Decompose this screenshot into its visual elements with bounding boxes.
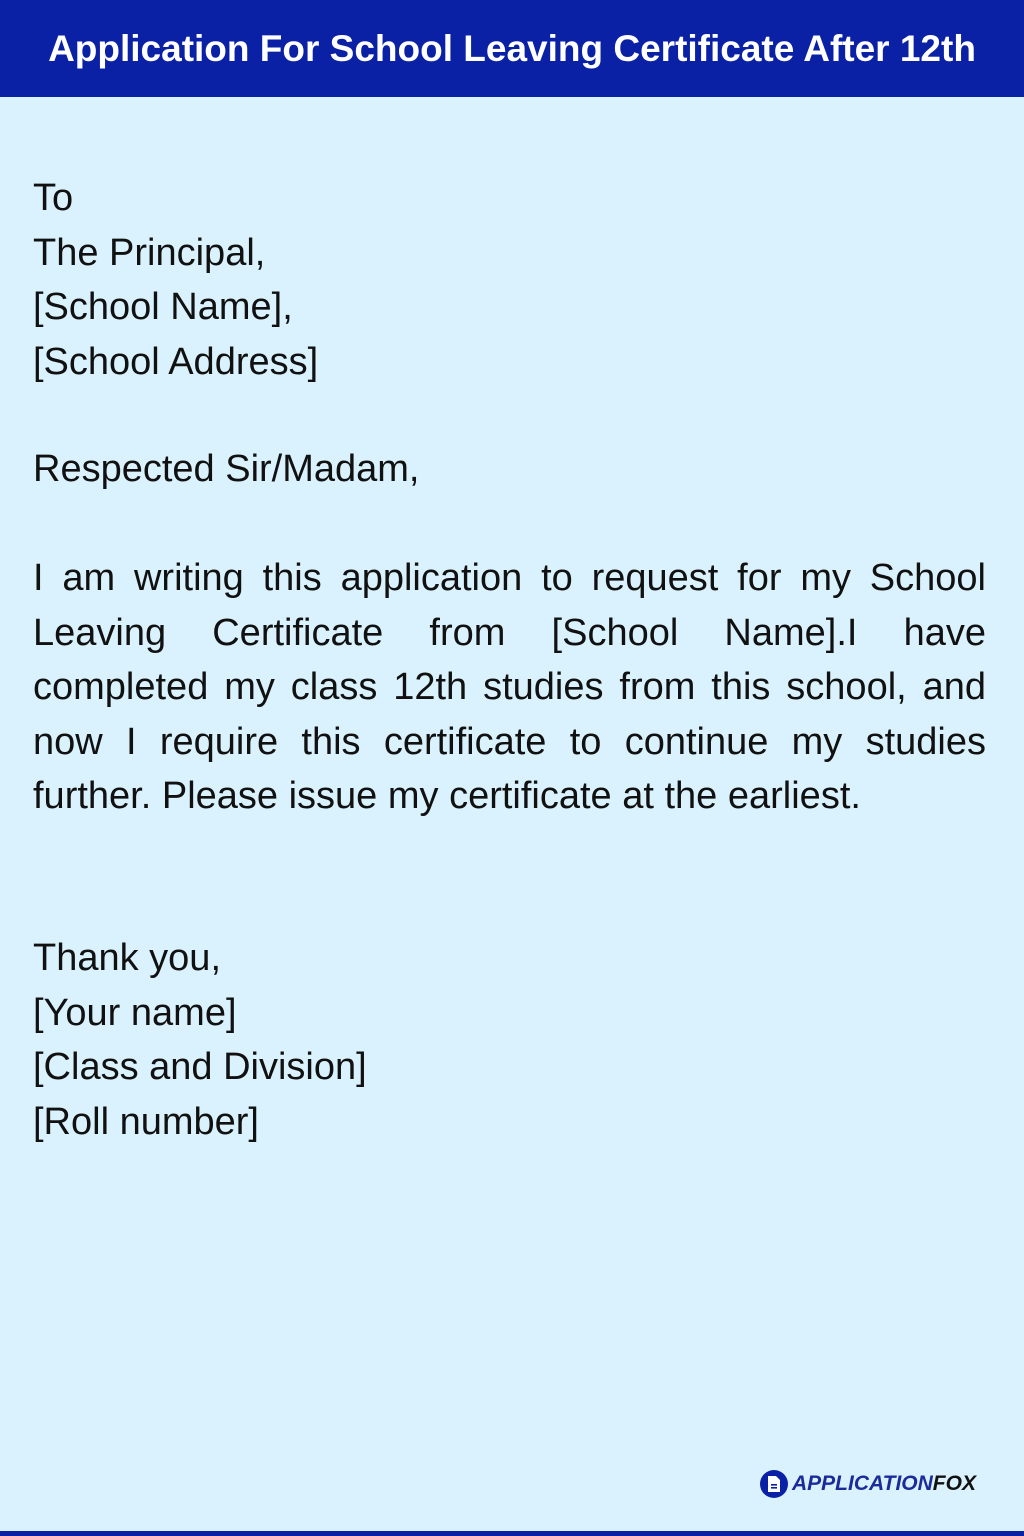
page-title: Application For School Leaving Certificate After 12th: [0, 0, 1024, 97]
closing: [33, 931, 986, 1149]
closing-line: [Roll number]: [33, 1100, 259, 1143]
bottom-border: [0, 1531, 1024, 1536]
closing-line: [Class and Division]: [33, 1046, 367, 1088]
recipient-address: [33, 171, 986, 389]
address-line: The Principal,: [33, 231, 266, 274]
address-line: [School Name],: [33, 286, 293, 328]
closing-line: [Your name]: [33, 991, 237, 1034]
document-icon: [760, 1470, 788, 1498]
salutation: Respected Sir/Madam,: [33, 448, 420, 490]
applicationfox-logo: [760, 1470, 976, 1498]
logo-text-application: APPLICATION: [792, 1472, 933, 1495]
letter-body: I am writing this application to request for my School Leaving Certificate from [School Name].I have completed my class 12th studies from this school, and now I require this certificate to continue my studies further. Please issue my certificate at the earliest.: [33, 557, 986, 817]
closing-line: Thank you,: [33, 937, 221, 979]
address-line: To: [33, 177, 74, 219]
address-line: [School Address]: [33, 340, 319, 383]
logo-text-fox: FOX: [932, 1472, 976, 1495]
